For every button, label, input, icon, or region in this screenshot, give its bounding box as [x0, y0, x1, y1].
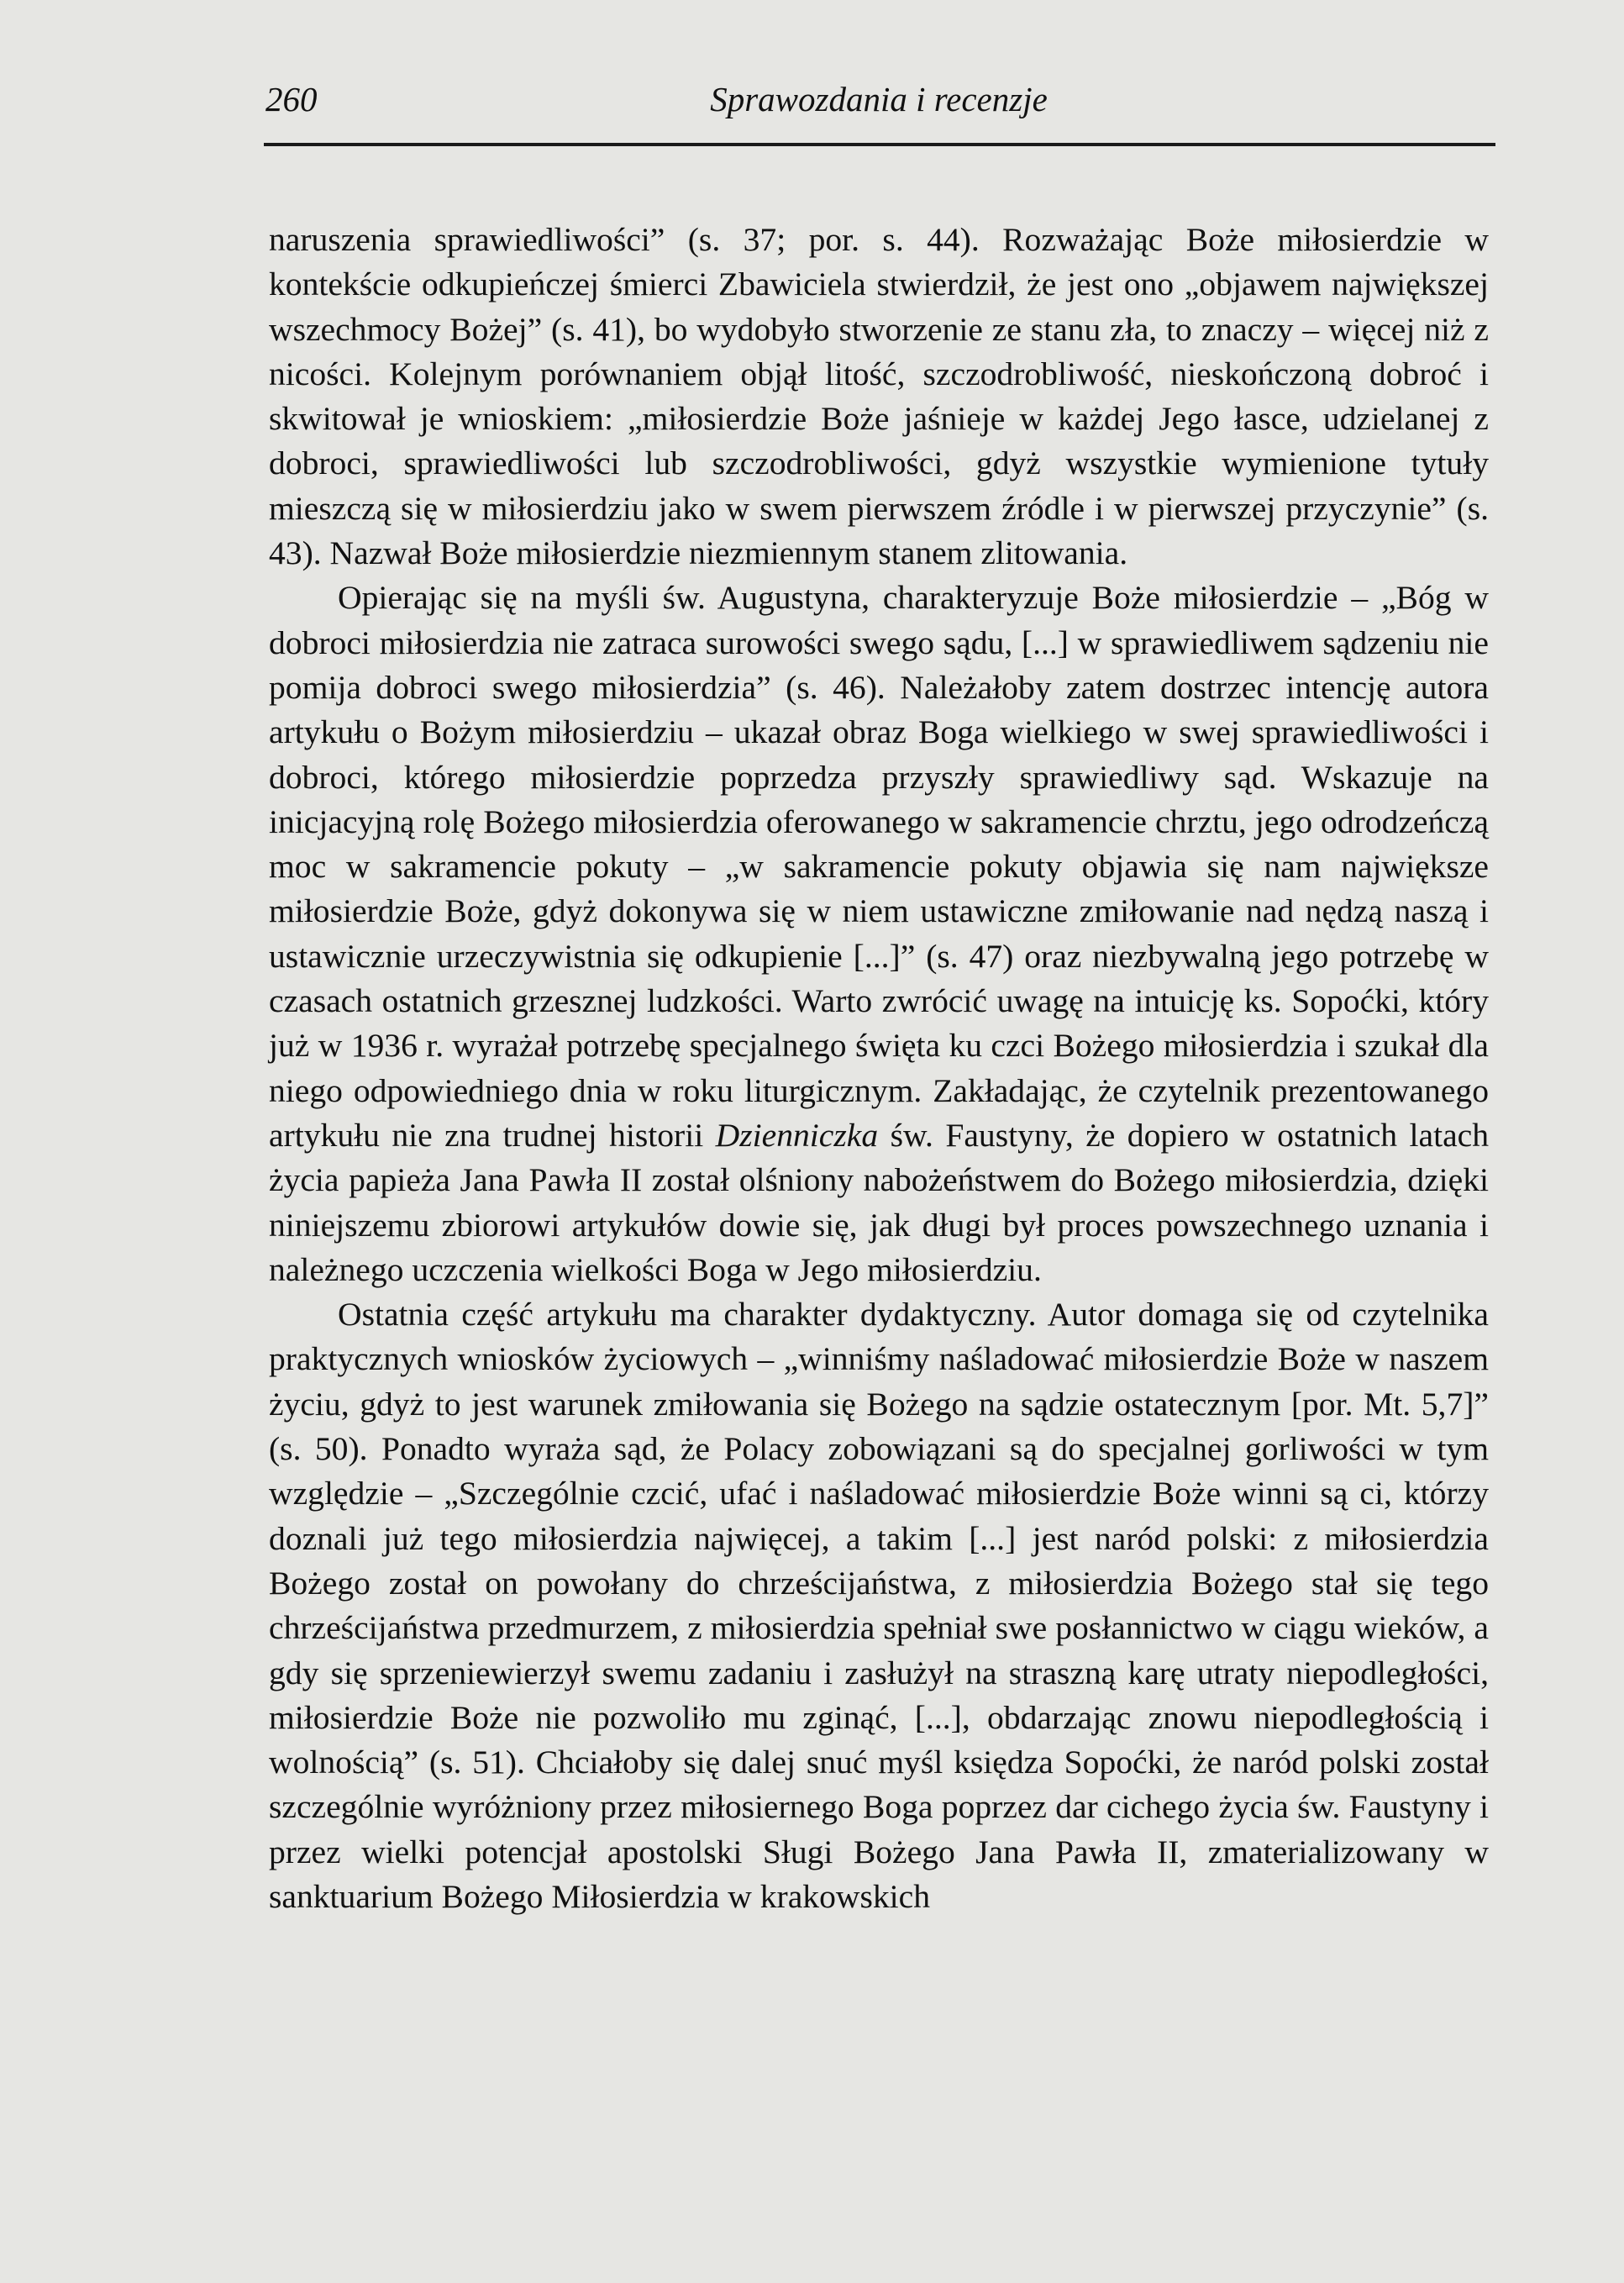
header-rule	[264, 143, 1495, 146]
paragraph-3: Ostatnia część artykułu ma charakter dydaktyczny. Autor domaga się od czytelnika praktycznych wniosków życiowych – „winniśmy naśladować miłosierdzie Boże w naszem życiu, gdyż to jest warunek zmiłowania się Bożego na sądzie ostatecznym [por. Mt. 5,7]” (s. 50). Ponadto wyraża sąd, że Polacy zobowiązani są do specjalnej gorliwości w tym względzie – „Szczególnie czcić, ufać i naśladować miłosierdzie Boże winni są ci, którzy doznali już tego miłosierdzia najwięcej, a takim [...] jest naród polski: z miłosierdzia Bożego został on powołany do chrześcijaństwa, z miłosierdzia Bożego stał się tego chrześcijaństwa przedmurzem, z miłosierdzia spełniał swe posłannictwo w ciągu wieków, a gdy się sprzeniewierzył swemu zadaniu i zasłużył na straszną karę utraty niepodległości, miłosierdzie Boże nie pozwoliło mu zginąć, [...], obdarzając znowu niepodległością i wolnością” (s. 51). Chciałoby się dalej snuć myśl księdza Sopoćki, że naród polski został szczególnie wyróżniony przez miłosiernego Boga poprzez dar cichego życia św. Faustyny i przez wielki potencjał apostolski Sługi Bożego Jana Pawła II, zmaterializowany w sanktuarium Bożego Miłosierdzia w krakowskich	[269, 1296, 1489, 1915]
paragraph-2-continuation: św. Faustyny, że dopiero w ostatnich latach życia papieża Jana Pawła II został olśniony nabożeństwem do Bożego miłosierdzia, dzięki niniejszemu zbiorowi artykułów dowie się, jak długi był proces powszechnego uznania i należnego uczczenia wielkości Boga w Jego miłosierdziu.	[269, 1116, 1490, 1288]
paragraph-2-text: Opierając się na myśli św. Augustyna, charakteryzuje Boże miłosierdzie – „Bóg w dobroci miłosierdzia nie zatraca surowości swego sądu, [...] w sprawiedliwem sądzeniu nie pomija dobroci swego miłosierdzia” (s. 46). Należałoby zatem dostrzec intencję autora artykułu o Bożym miłosierdziu – ukazał obraz Boga wielkiego w swej sprawiedliwości i dobroci, którego miłosierdzie poprzedza przyszły sprawiedliwy sąd. Wskazuje na inicjacyjną rolę Bożego miłosierdzia oferowanego w sakramencie chrztu, jego odrodzeńczą moc w sakramencie pokuty – „w sakramencie pokuty objawia się nam największe miłosierdzie Boże, gdyż dokonywa się w niem ustawiczne zmiłowanie nad nędzą naszą i ustawicznie urzeczywistnia się odkupienie [...]” (s. 47) oraz niezbywalną jego potrzebę w czasach ostatnich grzesznej ludzkości. Warto zwrócić uwagę na intuicję ks. Sopoćki, który już w 1936 r. wyrażał potrzebę specjalnego święta ku czci Bożego miłosierdzia i szukał dla niego odpowiedniego dnia w roku liturgicznym. Zakładając, że czytelnik prezentowanego artykułu nie zna trudnej historii	[269, 579, 1489, 1154]
italic-title: Dzienniczka	[715, 1116, 879, 1154]
article-body	[269, 218, 1489, 1919]
running-head	[265, 79, 1492, 129]
page-number: 260	[265, 80, 318, 118]
paragraph-2	[269, 576, 1489, 1292]
paragraph-1: naruszenia sprawiedliwości” (s. 37; por. s. 44). Rozważając Boże miłosierdzie w kontekście odkupieńczej śmierci Zbawiciela stwierdził, że jest ono „objawem największej wszechmocy Bożej” (s. 41), bo wydobyło stworzenie ze stanu zła, to znaczy – więcej niż z nicości. Kolejnym porównaniem objął litość, szczodrobliwość, nieskończoną dobroć i skwitował je wnioskiem: „miłosierdzie Boże jaśnieje w każdej Jego łasce, udzielanej z dobroci, sprawiedliwości lub szczodrobliwości, gdyż wszystkie wymienione tytuły mieszczą się w miłosierdziu jako w swem pierwszem źródle i w pierwszej przyczynie” (s. 43). Nazwał Boże miłosierdzie niezmiennym stanem zlitowania.	[269, 221, 1489, 572]
running-title: Sprawozdania i recenzje	[710, 80, 1048, 118]
